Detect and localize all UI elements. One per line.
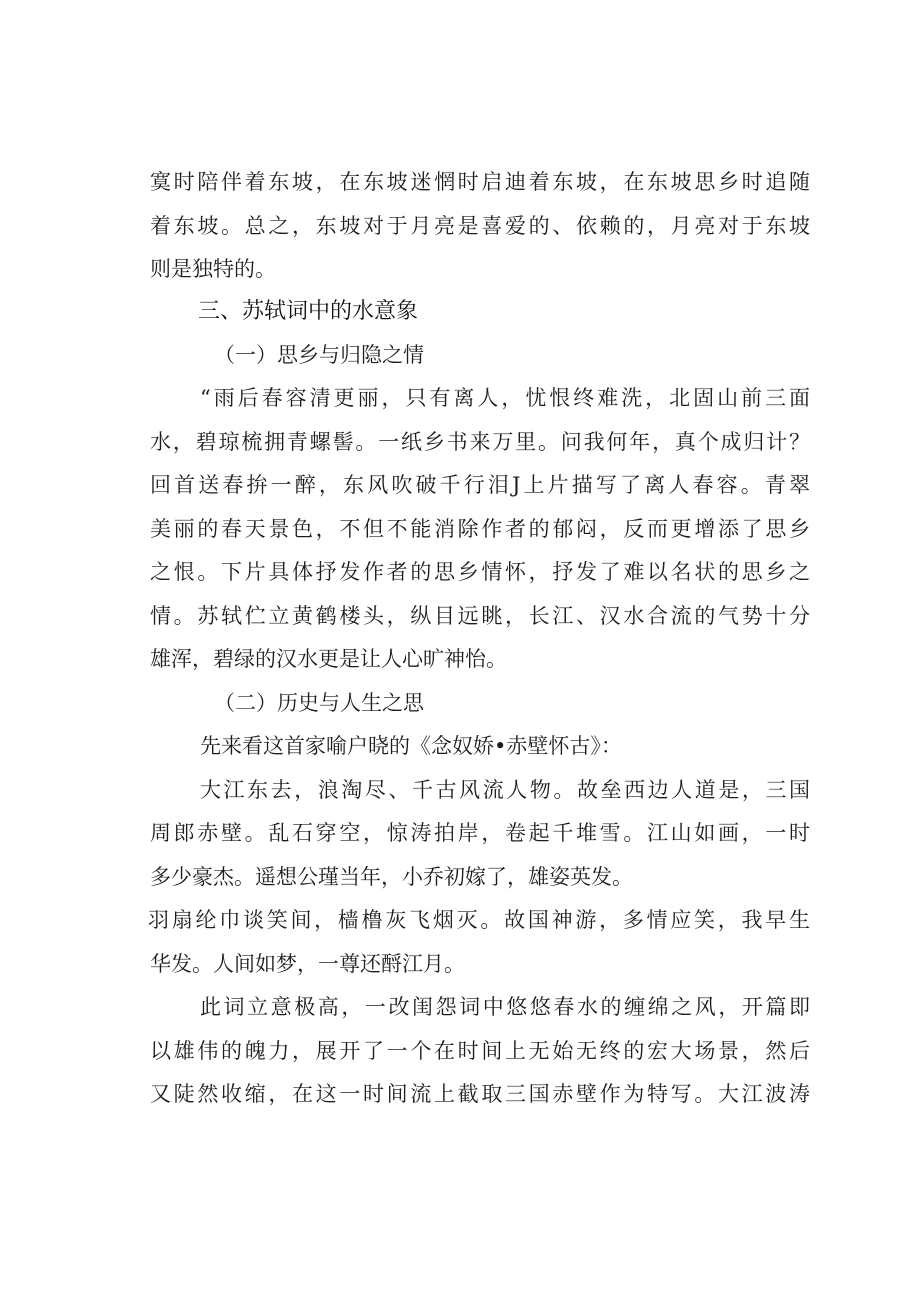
paragraph-line: 情。苏轼伫立黄鹤楼头，纵目远眺，长江、汉水合流的气势十分 bbox=[150, 604, 810, 628]
paragraph-line: 雄浑，碧绿的汉水更是让人心旷神怡。 bbox=[150, 647, 507, 671]
paragraph-line: “雨后春容清更丽，只有离人，忧恨终难洗，北固山前三面 bbox=[200, 386, 810, 410]
poem-line: 羽扇纶巾谈笑间，樯橹灰飞烟灭。故国神游，多情应笑，我早生 bbox=[148, 908, 810, 932]
paragraph-line: 寞时陪伴着东坡，在东坡迷惘时启迪着东坡，在东坡思乡时追随 bbox=[150, 170, 810, 194]
poem-line: 多少豪杰。遥想公瑾当年，小乔初嫁了，雄姿英发。 bbox=[150, 865, 633, 889]
poem-line: 大江东去，浪淘尽、千古风流人物。故垒西边人道是，三国 bbox=[200, 778, 810, 802]
intro-line: 先来看这首家喻户晓的《念奴娇•赤壁怀古》： bbox=[200, 734, 622, 758]
paragraph-line: 又陡然收缩，在这一时间流上截取三国赤壁作为特写。大江波涛 bbox=[150, 1082, 810, 1106]
paragraph-line: 美丽的春天景色，不但不能消除作者的郁闷，反而更增添了思乡 bbox=[150, 517, 810, 541]
subheading: （二）历史与人生之思 bbox=[214, 691, 424, 715]
paragraph-line: 此词立意极高，一改闺怨词中悠悠春水的缠绵之风，开篇即 bbox=[200, 995, 810, 1019]
paragraph-line: 之恨。下片具体抒发作者的思乡情怀，抒发了难以名状的思乡之 bbox=[150, 560, 810, 584]
poem-line: 华发。人间如梦，一尊还酹江月。 bbox=[150, 952, 465, 976]
section-heading: 三、苏轼词中的水意象 bbox=[198, 299, 419, 324]
subheading: （一）思乡与归隐之情 bbox=[214, 343, 424, 367]
paragraph-line: 着东坡。总之，东坡对于月亮是喜爱的、依赖的，月亮对于东坡 bbox=[150, 214, 810, 238]
paragraph-line: 回首送春拚一醉，东风吹破千行泪J上片描写了离人春容。青翠 bbox=[150, 473, 810, 497]
paragraph-line: 则是独特的。 bbox=[150, 257, 276, 281]
poem-line: 周郎赤壁。乱石穿空，惊涛拍岸，卷起千堆雪。江山如画，一时 bbox=[150, 821, 810, 845]
paragraph-line: 水，碧琼梳拥青螺髻。一纸乡书来万里。问我何年，真个成归计？ bbox=[150, 430, 810, 454]
paragraph-line: 以雄伟的魄力，展开了一个在时间上无始无终的宏大场景，然后 bbox=[150, 1039, 810, 1063]
